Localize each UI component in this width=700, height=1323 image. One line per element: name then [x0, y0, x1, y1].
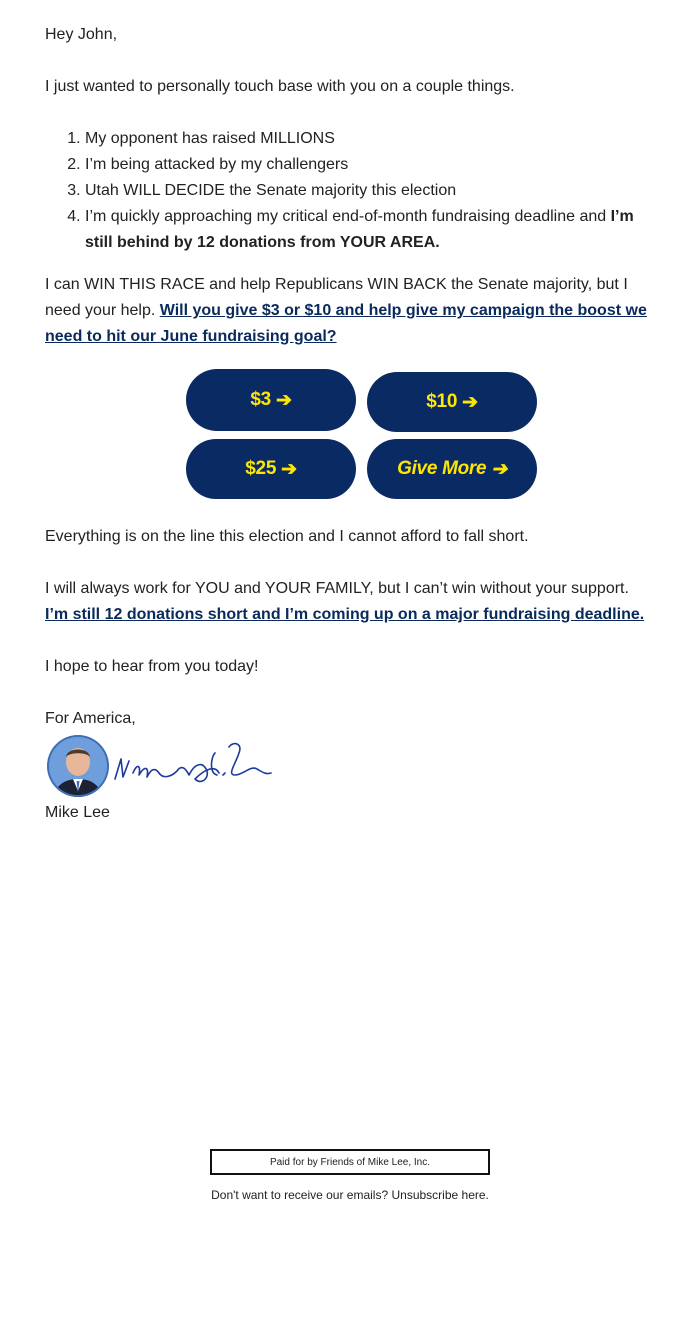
donate-button-grid	[186, 369, 538, 499]
list-item	[85, 204, 655, 256]
donate-amount-label: Give More	[397, 458, 487, 479]
arrow-right-icon: ➔	[491, 458, 507, 480]
appeal-donate-link[interactable]: Will you give $3 or $10 and help give my campaign the boost we need to hit our June fundraising goal?	[45, 302, 647, 345]
appeal-text: I can WIN THIS RACE and help Republicans WIN BACK the Senate majority, but I need your help.	[45, 276, 628, 319]
donate-3-button[interactable]	[186, 369, 356, 431]
donate-amount-label: $25	[245, 458, 277, 479]
greeting: Hey John,	[45, 26, 118, 43]
stakes-paragraph: Everything is on the line this election and I cannot afford to fall short.	[45, 528, 529, 545]
list-item: 1. My opponent has raised MILLIONS	[85, 126, 655, 152]
avatar	[47, 735, 109, 797]
donate-10-button[interactable]	[367, 372, 537, 432]
list-item: 2. I’m being attacked by my challengers	[85, 152, 655, 178]
intro-paragraph: I just wanted to personally touch base with you on a couple things.	[45, 78, 515, 95]
email-body-lower	[45, 524, 655, 706]
list-item: 3. Utah WILL DECIDE the Senate majority this election	[85, 178, 655, 204]
unsubscribe-link[interactable]: Don't want to receive our emails? Unsubscribe here.	[211, 1188, 489, 1202]
family-donate-link[interactable]: I’m still 12 donations short and I’m coming up on a major fundraising deadline.	[45, 606, 645, 623]
email-body	[45, 22, 655, 376]
hope-paragraph: I hope to hear from you today!	[45, 658, 259, 675]
issues-list	[45, 126, 655, 256]
appeal-paragraph	[45, 272, 655, 350]
arrow-right-icon: ➔	[281, 458, 297, 480]
family-paragraph	[45, 576, 655, 628]
sender-name: Mike Lee	[45, 804, 110, 821]
signoff: For America,	[45, 710, 136, 727]
list-item-bold: I’m still behind by 12 donations from YOUR AREA.	[85, 208, 634, 251]
signature-block	[47, 735, 287, 797]
handwritten-signature	[111, 739, 281, 800]
donate-amount-label: $10	[426, 391, 458, 412]
arrow-right-icon: ➔	[462, 391, 478, 413]
family-text: I will always work for YOU and YOUR FAMILY, but I can’t win without your support.	[45, 580, 629, 597]
donate-amount-label: $3	[250, 389, 271, 410]
paid-for-disclaimer: Paid for by Friends of Mike Lee, Inc.	[210, 1149, 490, 1175]
donate-25-button[interactable]	[186, 439, 356, 499]
list-item-text: I’m quickly approaching my critical end-of-month fundraising deadline and	[85, 208, 611, 225]
arrow-right-icon: ➔	[275, 389, 292, 411]
give-more-button[interactable]	[367, 439, 537, 499]
